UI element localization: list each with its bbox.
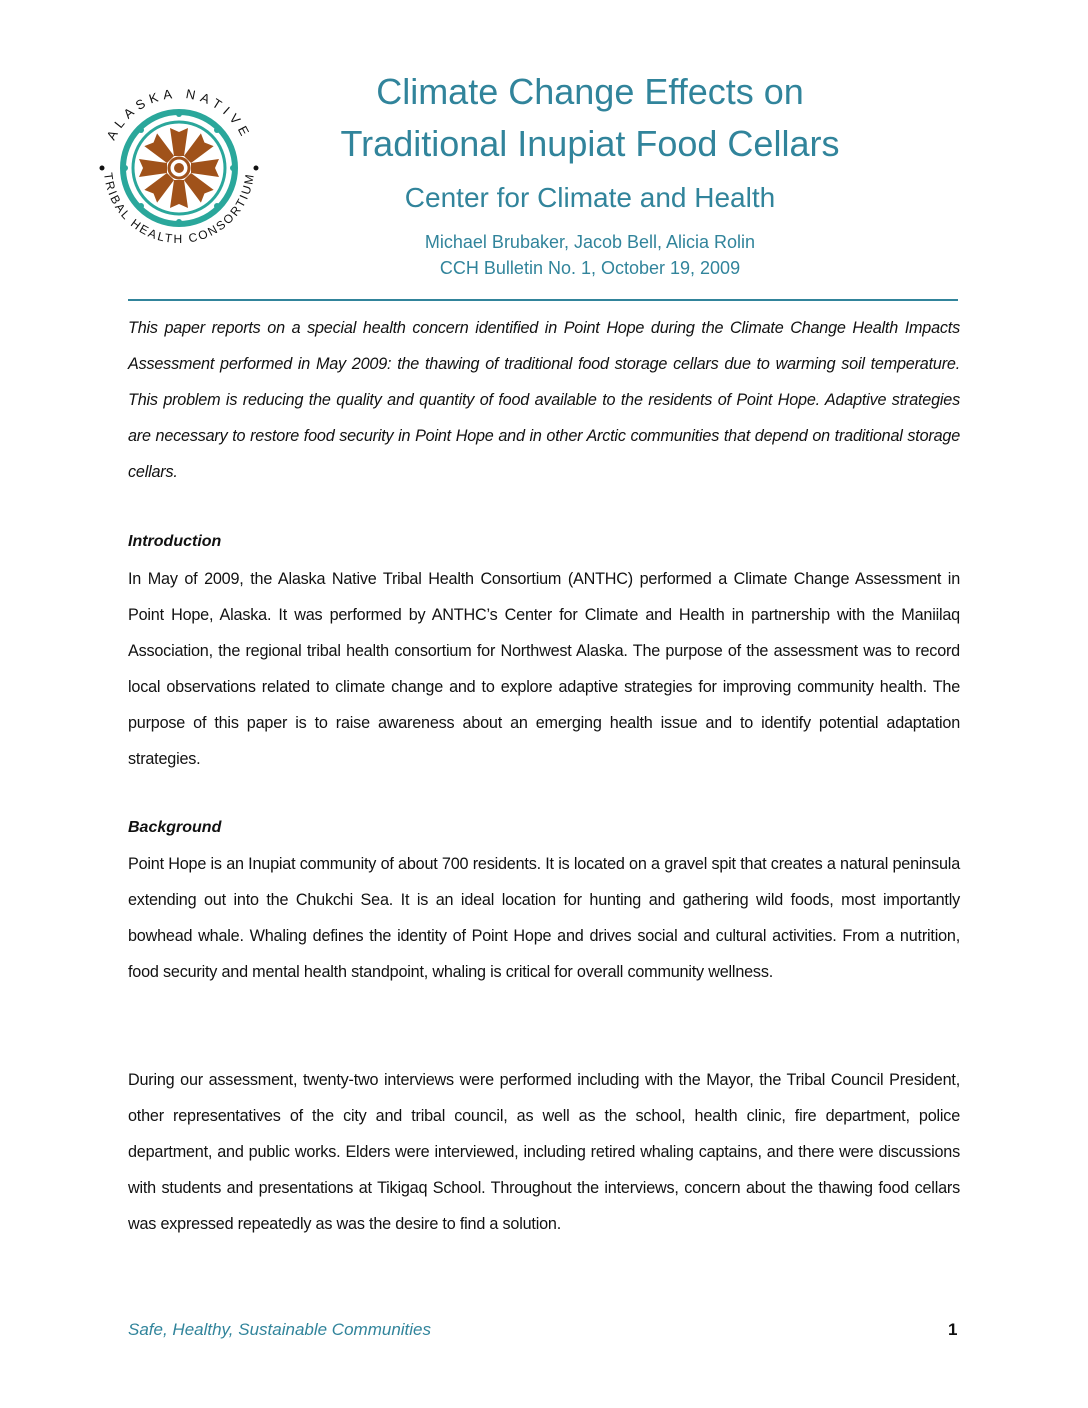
bulletin-info: CCH Bulletin No. 1, October 19, 2009 — [439, 258, 741, 278]
document-title-line-1: Climate Change Effects on — [376, 71, 804, 112]
background-paragraph-1: Point Hope is an Inupiat community of about 700 residents. It is located on a gravel spit that creates a natural peninsula extending out into the Chukchi Sea. It is an ideal location for hunting and gathering wild foods, most importantly bowhead whale. Whaling defines the identity of Point Hope and drives social and cultural activities. From a nutrition, food security and mental health standpoint, whaling is critical for overall community wellness. — [128, 855, 960, 981]
section-heading-background: Background — [128, 819, 222, 836]
introduction-paragraph: In May of 2009, the Alaska Native Tribal Health Consortium (ANTHC) performed a Climate Change Assessment in Point Hope, Alaska. It was performed by ANTHC’s Center for Climate and Health in partnership with the Maniilaq Association, the regional tribal health consortium for Northwest Alaska. The purpose of the assessment was to record local observations related to climate change and to explore adaptive strategies for improving community health. The purpose of this paper is to raise awareness about an emerging health issue and to identify potential adaptation strategies. — [128, 570, 960, 768]
document-subtitle: Center for Climate and Health — [404, 182, 776, 213]
footer-tagline: Safe, Healthy, Sustainable Communities — [128, 1320, 432, 1339]
document-title-line-2: Traditional Inupiat Food Cellars — [340, 123, 840, 164]
authors: Michael Brubaker, Jacob Bell, Alicia Rolin — [424, 232, 756, 252]
anthc-logo — [84, 68, 274, 268]
svg-text:TRIBAL HEALTH CONSORTIUM: TRIBAL HEALTH CONSORTIUM — [101, 171, 258, 247]
abstract: This paper reports on a special health concern identified in Point Hope during the Climate Change Health Impacts Assessment performed in May 2009: the thawing of traditional food storage cellars due to warming soil temperature. This problem is reducing the quality and quantity of food available to the residents of Point Hope. Adaptive strategies are necessary to restore food security in Point Hope and in other Arctic communities that depend on traditional storage cellars. — [128, 319, 960, 481]
header-divider — [128, 299, 958, 301]
anthc-emblem-icon — [84, 68, 274, 268]
background-paragraph-2: During our assessment, twenty-two interviews were performed including with the Mayor, the Tribal Council President, other representatives of the city and tribal council, as well as the school, health clinic, fire department, police department, and public works. Elders were interviewed, including retired whaling captains, and there were discussions with students and presentations at Tikigaq School. Throughout the interviews, concern about the thawing food cellars was expressed repeatedly as was the desire to find a solution. — [128, 1071, 960, 1233]
svg-text:ALASKA NATIVE: ALASKA NATIVE — [103, 85, 255, 143]
page-number: 1 — [948, 1320, 958, 1339]
section-heading-introduction: Introduction — [128, 533, 222, 550]
